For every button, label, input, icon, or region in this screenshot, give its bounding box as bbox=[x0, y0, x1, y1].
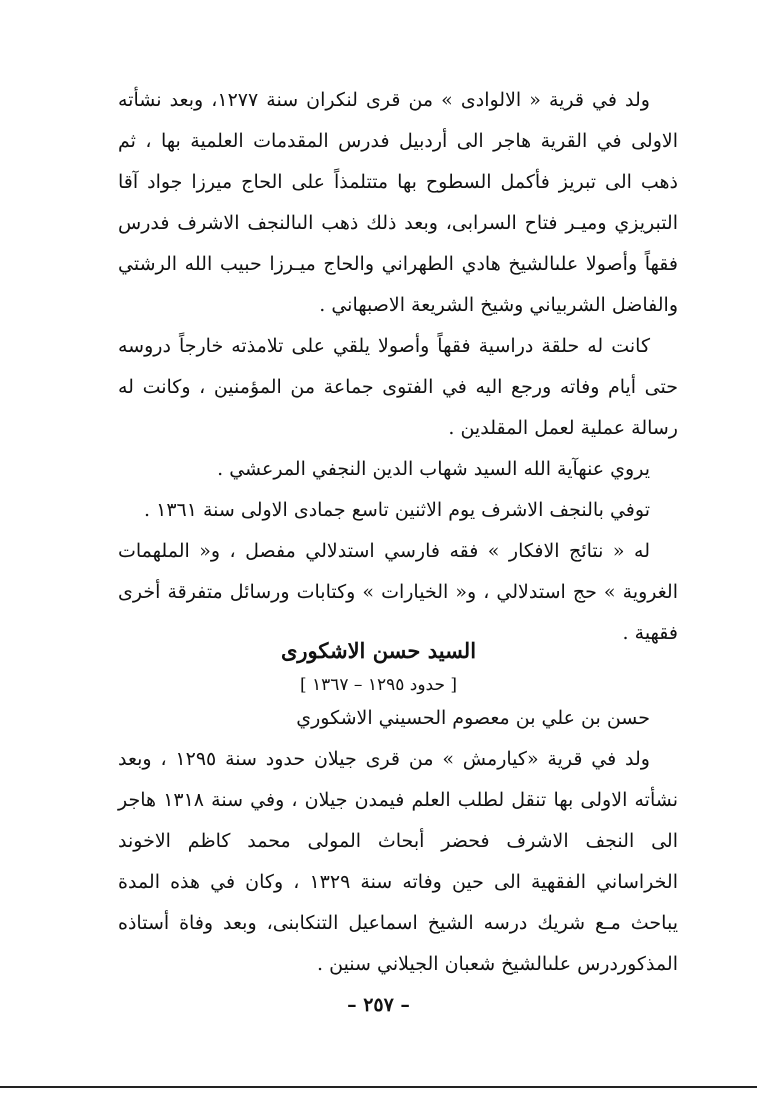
footer-divider bbox=[0, 1086, 757, 1088]
entry-two-dates: [ حدود ١٢٩٥ – ١٣٦٧ ] bbox=[299, 675, 458, 695]
entry-two-paragraph-biography: ولد في قرية «كيارمش » من قرى جيلان حدود سنة ١٢٩٥ ، وبعد نشأته الاولى بها تنقل لطلب العلم فيمدن جيلان ، وفي سنة ١٣١٨ هاجر الى النجف الاشرف فحضر أبحاث المولى محمد كاظم الاخوند الخراساني الفقهية الى حين وفاته سنة ١٣٢٩ ، وكان في هذه المدة يباحث مـع شريك درسه الشيخ اسماعيل التنكابنى، وبعد وفاة أستاذه المذكوردرس علىالشيخ شعبان الجيلاني سنين . bbox=[118, 748, 678, 975]
page-number: – ٢٥٧ – bbox=[347, 994, 410, 1016]
entry-two-body bbox=[118, 739, 678, 985]
entry-two-title: السيد حسن الاشكورى bbox=[280, 638, 477, 663]
entry-one-paragraph-birth-and-study: ولد في قرية « الالوادى » من قرى لنكران سنة ١٢٧٧، وبعد نشأته الاولى في القرية هاجر الى أردبيل فدرس المقدمات العلمية بها ، ثم ذهب الى تبريز فأكمل السطوح بها متتلمذاً على الحاج ميرزا جواد آقا التبريزي وميـر فتاح السرابى، وبعد ذلك ذهب الىالنجف الاشرف فدرس فقهاً وأصولا علىالشيخ هادي الطهراني والحاج ميـرزا حبيب الله الرشتي والفاضل الشربياني وشيخ الشريعة الاصبهاني . bbox=[118, 89, 678, 316]
entry-one-paragraph-teaching: كانت له حلقة دراسية فقهاً وأصولا يلقي على تلامذته خارجاً دروسه حتى أيام وفاته ورجع اليه في الفتوى جماعة من المؤمنين ، وكانت له رسالة عملية لعمل المقلدين . bbox=[118, 335, 678, 439]
entry-one-paragraph-narrators: يروي عنهآية الله السيد شهاب الدين النجفي المرعشي . bbox=[217, 458, 650, 480]
entry-one-paragraph-works: له « نتائج الافكار » فقه فارسي استدلالي مفصل ، و« الملهمات الغروية » حج استدلالي ، و« الخيارات » وكتابات ورسائل متفرقة أخرى فقهية . bbox=[118, 540, 678, 644]
entry-one-body bbox=[118, 80, 678, 654]
entry-two-full-name: حسن بن علي بن معصوم الحسيني الاشكوري bbox=[296, 707, 650, 729]
entry-one-paragraph-death: توفي بالنجف الاشرف يوم الاثنين تاسع جمادى الاولى سنة ١٣٦١ . bbox=[144, 499, 650, 521]
